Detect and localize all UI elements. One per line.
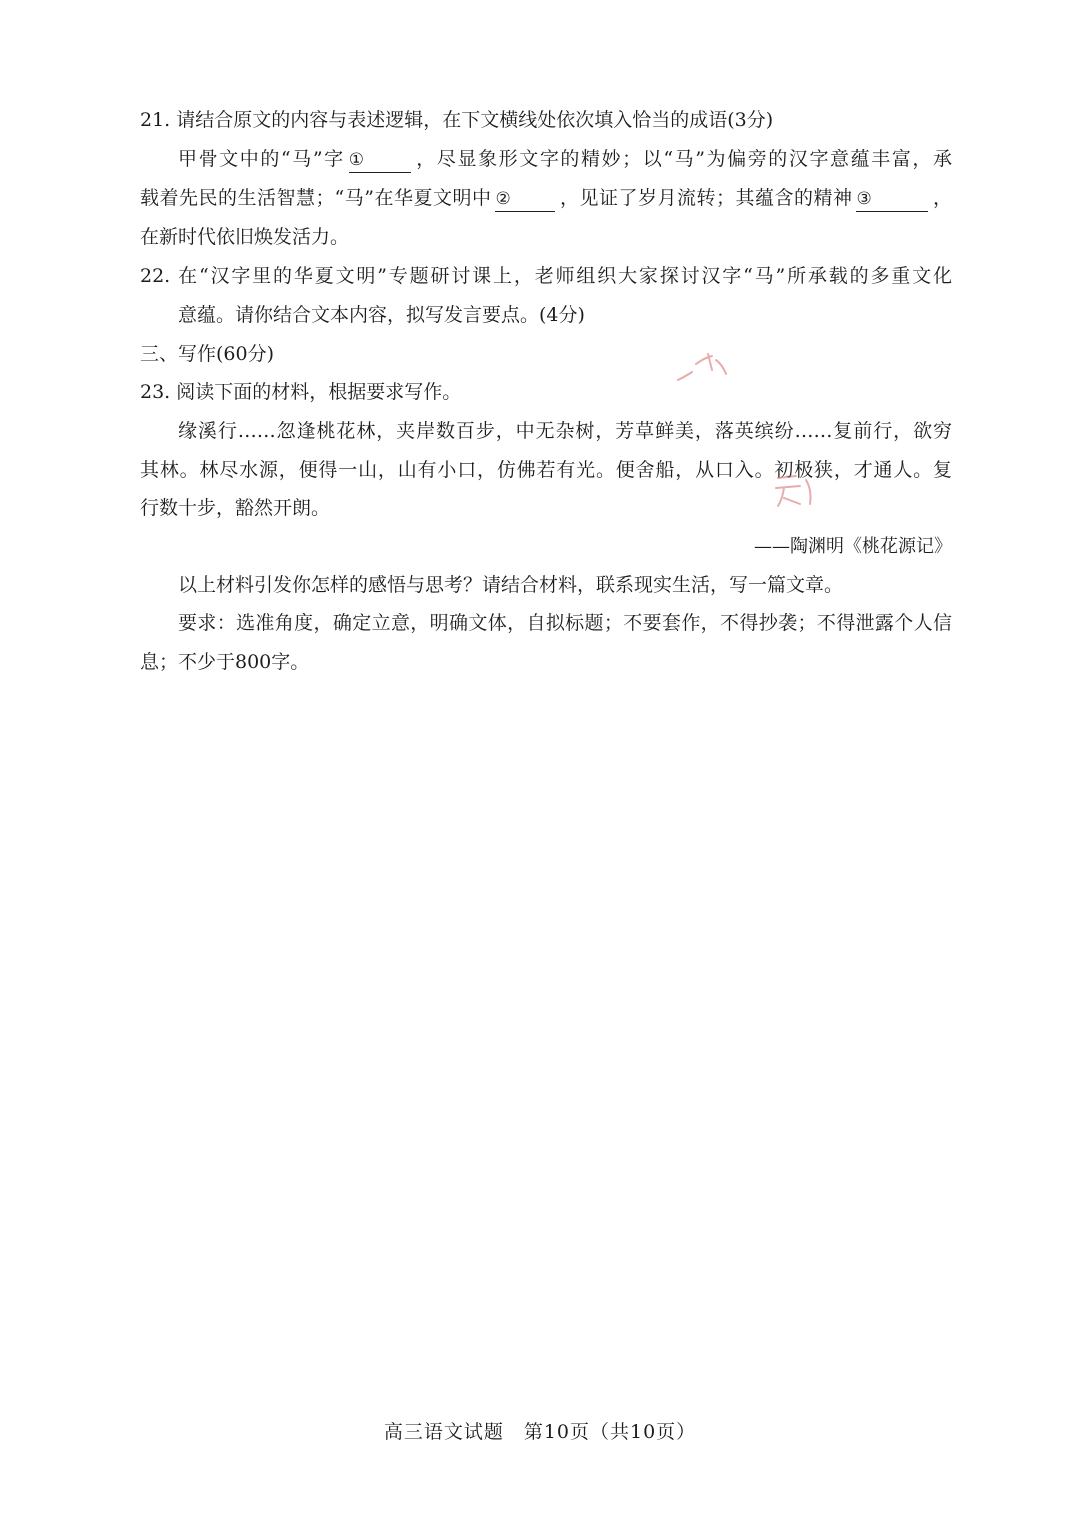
material-line-1: 缘溪行……忽逢桃花林，夹岸数百步，中无杂树，芳草鲜美，落英缤纷……复前行，欲穷: [178, 420, 952, 442]
requirement-line-2: 息；不少于800字。: [140, 651, 310, 673]
q21-line1: [178, 145, 952, 173]
q23-title: 23. 阅读下面的材料，根据要求写作。: [140, 381, 462, 403]
watermark-stamp-bottom: [770, 470, 820, 512]
q21-line1-a: 甲骨文中的“马”字: [178, 148, 345, 170]
writing-prompt: 以上材料引发你怎样的感悟与思考？请结合材料，联系现实生活，写一篇文章。: [178, 574, 844, 596]
q21-line3: 在新时代依旧焕发活力。: [140, 226, 350, 248]
q22-line2: 意蕴。请你结合文本内容，拟写发言要点。(4分): [178, 304, 585, 326]
q21-title: 21. 请结合原文的内容与表述逻辑，在下文横线处依次填入恰当的成语(3分): [140, 109, 774, 131]
q21-line2: [140, 184, 952, 212]
section-3-title: 三、写作(60分): [140, 343, 275, 365]
requirement-line-1: 要求：选准角度，确定立意，明确文体，自拟标题；不要套作，不得抄袭；不得泄露个人信: [178, 612, 952, 634]
q22-line1: 22. 在“汉字里的华夏文明”专题研讨课上，老师组织大家探讨汉字“马”所承载的多重文化: [140, 265, 952, 287]
attribution: ——陶渊明《桃花源记》: [754, 536, 952, 557]
watermark-stamp-top: [672, 350, 732, 390]
material-line-3: 行数十步，豁然开朗。: [140, 497, 331, 519]
blank-3: ③: [856, 187, 928, 212]
q21-line2-c: ，: [932, 187, 952, 209]
blank-2: ②: [495, 187, 555, 212]
blank-1: ①: [349, 148, 411, 173]
q21-line2-a: 载着先民的生活智慧；“马”在华夏文明中: [140, 187, 492, 209]
material-line-2: 其林。林尽水源，便得一山，山有小口，仿佛若有光。便舍船，从口入。初极狭，才通人。复: [140, 459, 952, 481]
q21-line1-b: ，尽显象形文字的精妙；以“马”为偏旁的汉字意蕴丰富，承: [414, 148, 952, 170]
q21-line2-b: ，见证了岁月流转；其蕴含的精神: [559, 187, 853, 209]
page-footer: 高三语文试题 第10页（共10页）: [383, 1421, 697, 1443]
